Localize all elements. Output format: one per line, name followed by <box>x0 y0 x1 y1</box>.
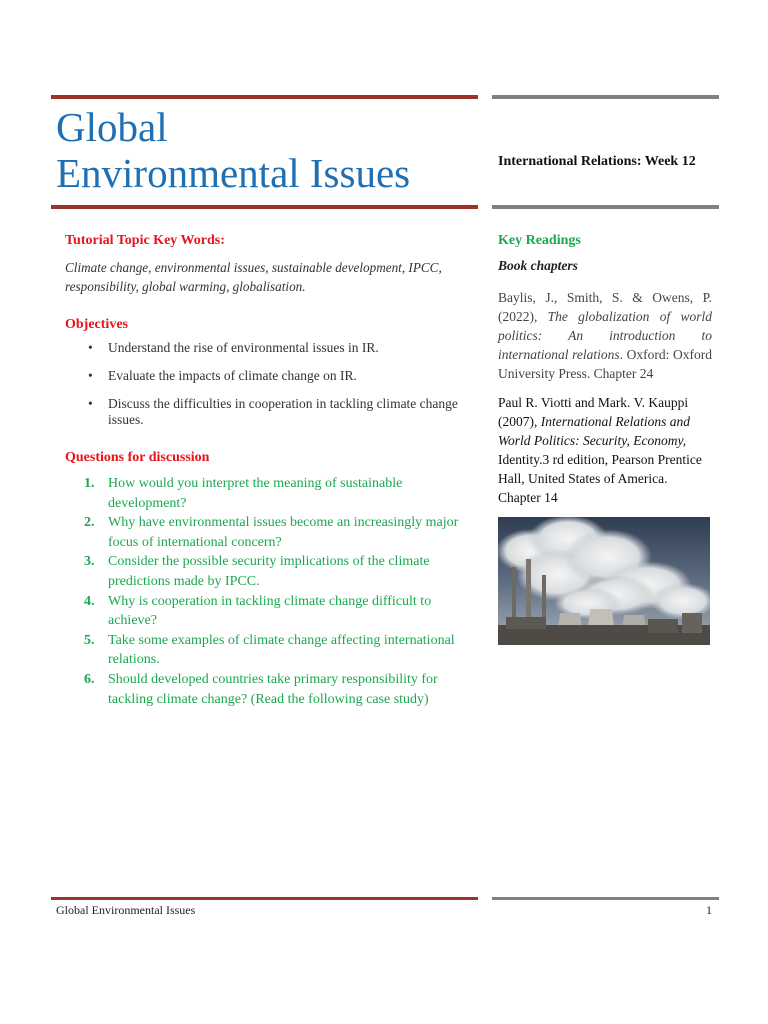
bullet-icon: • <box>88 396 93 411</box>
course-week: International Relations: Week 12 <box>498 154 696 169</box>
ref-title: International Relations and World Politics: Security, Economy, <box>498 414 690 448</box>
objective-item <box>80 396 470 428</box>
objectives-heading: Objectives <box>65 317 128 332</box>
question-text: Why is cooperation in tackling climate change difficult to achieve? <box>108 593 432 629</box>
question-text: Take some examples of climate change affecting international relations. <box>108 632 455 668</box>
ref-publisher: Identity.3 rd edition, Pearson Prentice Hall, United States of America. Chapter 14 <box>498 452 702 505</box>
top-rule-right <box>492 95 719 99</box>
title-line-2: Environmental Issues <box>56 150 411 197</box>
question-number: 2. <box>84 515 95 531</box>
objective-item <box>80 368 470 384</box>
bullet-icon: • <box>88 368 93 383</box>
questions-list <box>84 474 474 709</box>
page-number: 1 <box>706 903 712 917</box>
question-number: 4. <box>84 593 95 609</box>
question-number: 3. <box>84 554 95 570</box>
top-rule-left <box>51 95 478 99</box>
question-text: Should developed countries take primary responsibility for tackling climate change? (Read the following case study) <box>108 671 438 707</box>
questions-heading: Questions for discussion <box>65 450 210 465</box>
power-plant-photo <box>498 517 710 645</box>
objective-text: Discuss the difficulties in cooperation in tackling climate change issues. <box>108 396 458 427</box>
title-rule-left <box>51 205 478 209</box>
footer-rule-left <box>51 897 478 900</box>
title-rule-right <box>492 205 719 209</box>
question-number: 1. <box>84 476 95 491</box>
question-item <box>84 592 474 631</box>
page-title <box>56 104 476 197</box>
question-item <box>84 552 474 591</box>
ref-authors: Paul R. Viotti and Mark. V. Kauppi (2007), <box>498 395 689 429</box>
question-number: 6. <box>84 671 95 687</box>
ref-authors: Baylis, J., Smith, S. & Owens, P. (2022), <box>498 290 712 324</box>
ref-publisher: . Oxford: Oxford University Press. Chapter 24 <box>498 347 713 381</box>
objective-text: Evaluate the impacts of climate change on IR. <box>108 368 357 383</box>
question-item <box>84 631 474 670</box>
question-text: Why have environmental issues become an increasingly major focus of international concern? <box>108 515 459 550</box>
objective-text: Understand the rise of environmental issues in IR. <box>108 340 379 355</box>
question-text: How would you interpret the meaning of sustainable development? <box>108 476 403 511</box>
reference-viotti <box>498 393 712 507</box>
keywords-text: Climate change, environmental issues, sustainable development, IPCC, responsibility, global warming, globalisation. <box>65 260 442 294</box>
title-line-1: Global <box>56 104 168 150</box>
footer-rule-right <box>492 897 719 900</box>
question-item <box>84 670 474 709</box>
book-chapters-label: Book chapters <box>498 258 578 273</box>
question-item <box>84 474 474 513</box>
objectives-list <box>80 340 470 440</box>
objective-item <box>80 340 470 356</box>
question-text: Consider the possible security implications of the climate predictions made by IPCC. <box>108 554 430 589</box>
bullet-icon: • <box>88 340 93 355</box>
keywords-heading: Tutorial Topic Key Words: <box>65 233 225 248</box>
reference-baylis <box>498 288 712 383</box>
footer-title: Global Environmental Issues <box>56 903 196 917</box>
readings-heading: Key Readings <box>498 233 581 248</box>
question-number: 5. <box>84 632 95 648</box>
ref-title: The globalization of world politics: An introduction to international relations <box>498 309 712 362</box>
question-item <box>84 513 474 552</box>
